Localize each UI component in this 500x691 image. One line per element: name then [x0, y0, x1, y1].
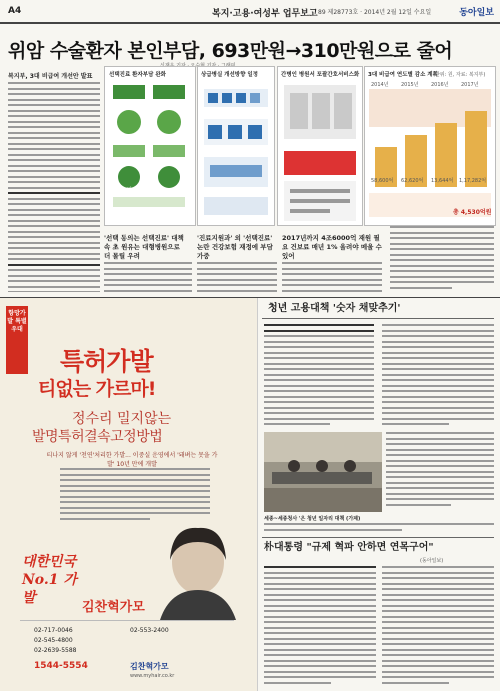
chart-4-amount-4: 1,17,282억: [459, 178, 487, 184]
park-headline: 朴대통령 "규제 혁파 안하면 연목구어": [264, 542, 434, 553]
chart-4-amount-3: 13,644억: [431, 178, 454, 184]
youth-headline: 청년 고용대책 '숫자 채맞추기': [268, 303, 401, 314]
ad-brand-logo: 김찬혁가모: [130, 662, 169, 671]
ad-badge: 항망가발 특별우대: [6, 306, 28, 374]
ad-desc: 티나지 않게 '천연'처리한 가발... 이중실 운영에서 '돼벼는 못을 가발' 10년 만에 개발: [46, 452, 218, 468]
ad-body-text: [60, 468, 210, 526]
ad-url: www.myhair.co.kr: [130, 673, 175, 679]
issue-meta: 89 제28773호 · 2014년 2월 12일 수요일: [318, 9, 432, 16]
main-headline: 위암 수술환자 본인부담, 693만원→310만원으로 줄어: [8, 40, 453, 62]
chart-4-year-2: 2015년: [401, 82, 419, 88]
photo-content: [264, 432, 382, 512]
subhead-a: '선택 동의는 선택진료' 대책 속 초 원유는 대형병원으로 더 몰릴 우려: [104, 234, 184, 260]
ad-sub-2: 발명특허결속고정방법: [32, 429, 163, 445]
chart-1-graphic: [105, 77, 195, 227]
caption-text: [264, 523, 494, 533]
chart-4-unit: (단위: 원, 자료: 복지부): [433, 72, 486, 78]
chart-4-year-4: 2017년: [461, 82, 479, 88]
chart-4-amount-2: 62,620억: [401, 178, 424, 184]
article-column-5: [390, 226, 494, 294]
chart-4-year-3: 2016년: [431, 82, 449, 88]
park-byline: (동아일보): [420, 558, 444, 564]
ad-title-1: 특허가발: [60, 347, 153, 376]
ad-brand: 김찬혁가모: [82, 600, 145, 615]
ad-title-2: 티없는 가르마!: [38, 378, 156, 400]
chart-3-graphic: [278, 79, 362, 229]
ad-phone-1: 02-717-0046: [34, 627, 73, 634]
chart-4-year-1: 2014년: [371, 82, 389, 88]
ad-tagline: 대한민국 No.1 가발: [22, 554, 77, 606]
lead-subhead: 복지부, 3대 비급여 개선안 발표: [8, 73, 93, 80]
park-rule: [262, 537, 494, 538]
section-title: 복지·고용·여성부 업무보고: [212, 9, 318, 19]
article-column-2: [104, 262, 192, 294]
article-column-4: [282, 262, 382, 294]
chart-2-title: 상급병실 개선방향 일정: [201, 72, 258, 78]
chart-selective-treatment: [104, 66, 196, 226]
chart-nursing-service: [277, 66, 363, 226]
news-photo-meeting: [264, 432, 382, 512]
article-column-1: [8, 82, 100, 292]
article-column-3: [197, 262, 277, 294]
youth-column-2: [382, 324, 494, 428]
chart-3-title: 간병인 병원서 포괄간호서비스화: [281, 72, 360, 78]
ad-portrait: [150, 520, 245, 620]
ad-phone-4: 02-553-2400: [130, 627, 169, 634]
ad-phone-2: 02-545-4800: [34, 637, 73, 644]
youth-column-3: [386, 432, 494, 512]
chart-2-graphic: [198, 79, 274, 229]
hair-wig-advertisement: [0, 298, 258, 691]
chart-1-title: 선택진료 환자부담 완화: [109, 72, 166, 78]
youth-rule: [262, 318, 494, 319]
chart-premium-ward: [197, 66, 275, 226]
park-column-2: [382, 566, 494, 688]
ad-contact-block: [20, 620, 234, 689]
page-header: [0, 0, 500, 24]
chart-4-title: 3대 비급여 연도별 감소 계획: [368, 72, 438, 78]
ad-sub-1: 정수리 밀지않는: [72, 411, 172, 427]
photo-caption: 세종~세종청사 '은 청년 일자리 대책 (가제): [264, 516, 361, 522]
subhead-c: 2017년까지 4조6000억 재원 필요 건보료 매년 1% 올려야 메울 수 있어: [282, 234, 382, 260]
chart-4-total: 총 4,530억원: [453, 209, 492, 216]
chart-1-value: 693만원: [115, 187, 139, 194]
ad-phone-3: 02-2639-5588: [34, 647, 77, 654]
newspaper-logo: 동아일보: [459, 8, 494, 18]
ad-hotline: 1544-5554: [34, 661, 88, 671]
youth-column-1: [264, 324, 374, 428]
chart-4-amount-1: 58,600억: [371, 178, 394, 184]
chart-4-graphic: [365, 87, 495, 227]
chart-three-noncovered-reduction: [364, 66, 496, 226]
page-number: A4: [8, 6, 22, 16]
park-column-1: [264, 566, 376, 688]
subhead-b: '진료지원과' 외 '선택진료' 논란 건강보험 재정에 부담 가중: [197, 234, 273, 260]
